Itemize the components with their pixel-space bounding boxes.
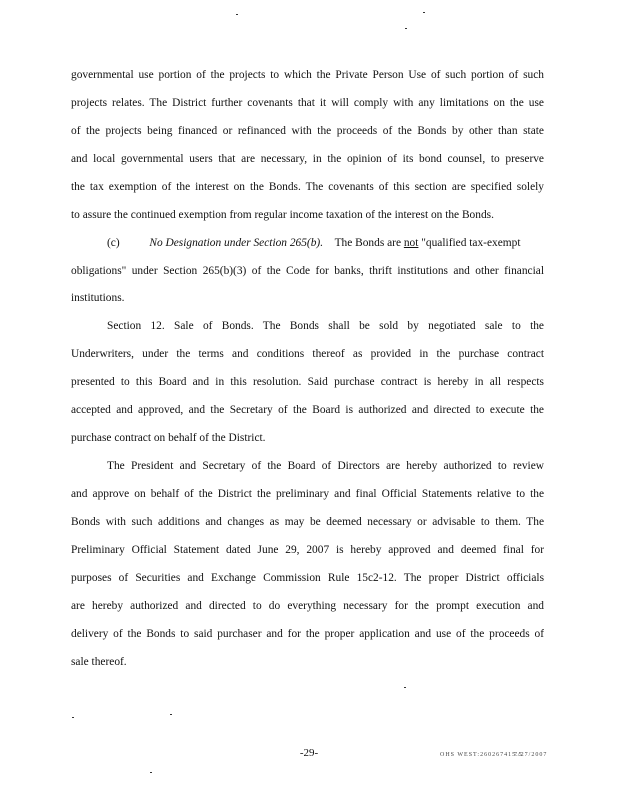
text-line: and approve on behalf of the District the preliminary and final Official Statements relative to the (71, 488, 544, 500)
document-code: OHS WEST:260267415.5 (440, 752, 523, 758)
scan-speck (405, 28, 407, 29)
scan-speck (170, 714, 172, 715)
page-number: -29- (299, 747, 319, 759)
text-line: governmental use portion of the projects to which the Private Person Use of such portion of such (71, 69, 544, 81)
text-line: Underwriters, under the terms and conditions thereof as provided in the purchase contract (71, 348, 544, 360)
section-c-heading: No Designation under Section 265(b). (149, 237, 324, 249)
scan-speck (236, 14, 238, 15)
text-line: The President and Secretary of the Board of Directors are hereby authorized to review (107, 460, 544, 472)
text-line: purchase contract on behalf of the District. (71, 432, 266, 444)
text-line: and local governmental users that are necessary, in the opinion of its bond counsel, to preserve (71, 153, 544, 165)
text-line: are hereby authorized and directed to do everything necessary for the prompt execution and (71, 600, 544, 612)
text-line: accepted and approved, and the Secretary of the Board is authorized and directed to execute the (71, 404, 544, 416)
section-c-label: (c) (107, 237, 120, 249)
text-line: Preliminary Official Statement dated June 29, 2007 is hereby approved and deemed final for (71, 544, 544, 556)
section-c-underlined-word: not (403, 237, 419, 249)
text-line: projects relates. The District further covenants that it will comply with any limitations on the use (71, 97, 544, 109)
text-line: to assure the continued exemption from regular income taxation of the interest on the Bonds. (71, 209, 494, 221)
document-date: 7/27/2007 (514, 752, 548, 758)
scan-speck (150, 772, 152, 773)
text-line: of the projects being financed or refinanced with the proceeds of the Bonds by other than state (71, 125, 544, 137)
text-line: delivery of the Bonds to said purchaser and for the proper application and use of the proceeds of (71, 628, 544, 640)
text-line: presented to this Board and in this resolution. Said purchase contract is hereby in all respects (71, 376, 544, 388)
section-c-text: The Bonds are (334, 237, 404, 249)
section-c-first-line (107, 237, 544, 249)
text-line: Bonds with such additions and changes as may be deemed necessary or advisable to them. The (71, 516, 544, 528)
text-line: institutions. (71, 292, 125, 304)
scan-speck (72, 717, 74, 718)
text-line: obligations" under Section 265(b)(3) of the Code for banks, thrift institutions and other financial (71, 265, 544, 277)
text-line: purposes of Securities and Exchange Commission Rule 15c2-12. The proper District officials (71, 572, 544, 584)
scan-speck (404, 687, 406, 688)
scan-speck (423, 12, 425, 13)
section-c-text-after: "qualified tax-exempt (418, 237, 521, 249)
text-line: sale thereof. (71, 656, 127, 668)
section-12-heading-line: Section 12. Sale of Bonds. The Bonds shall be sold by negotiated sale to the (107, 320, 544, 332)
text-line: the tax exemption of the interest on the Bonds. The covenants of this section are specified solely (71, 181, 544, 193)
